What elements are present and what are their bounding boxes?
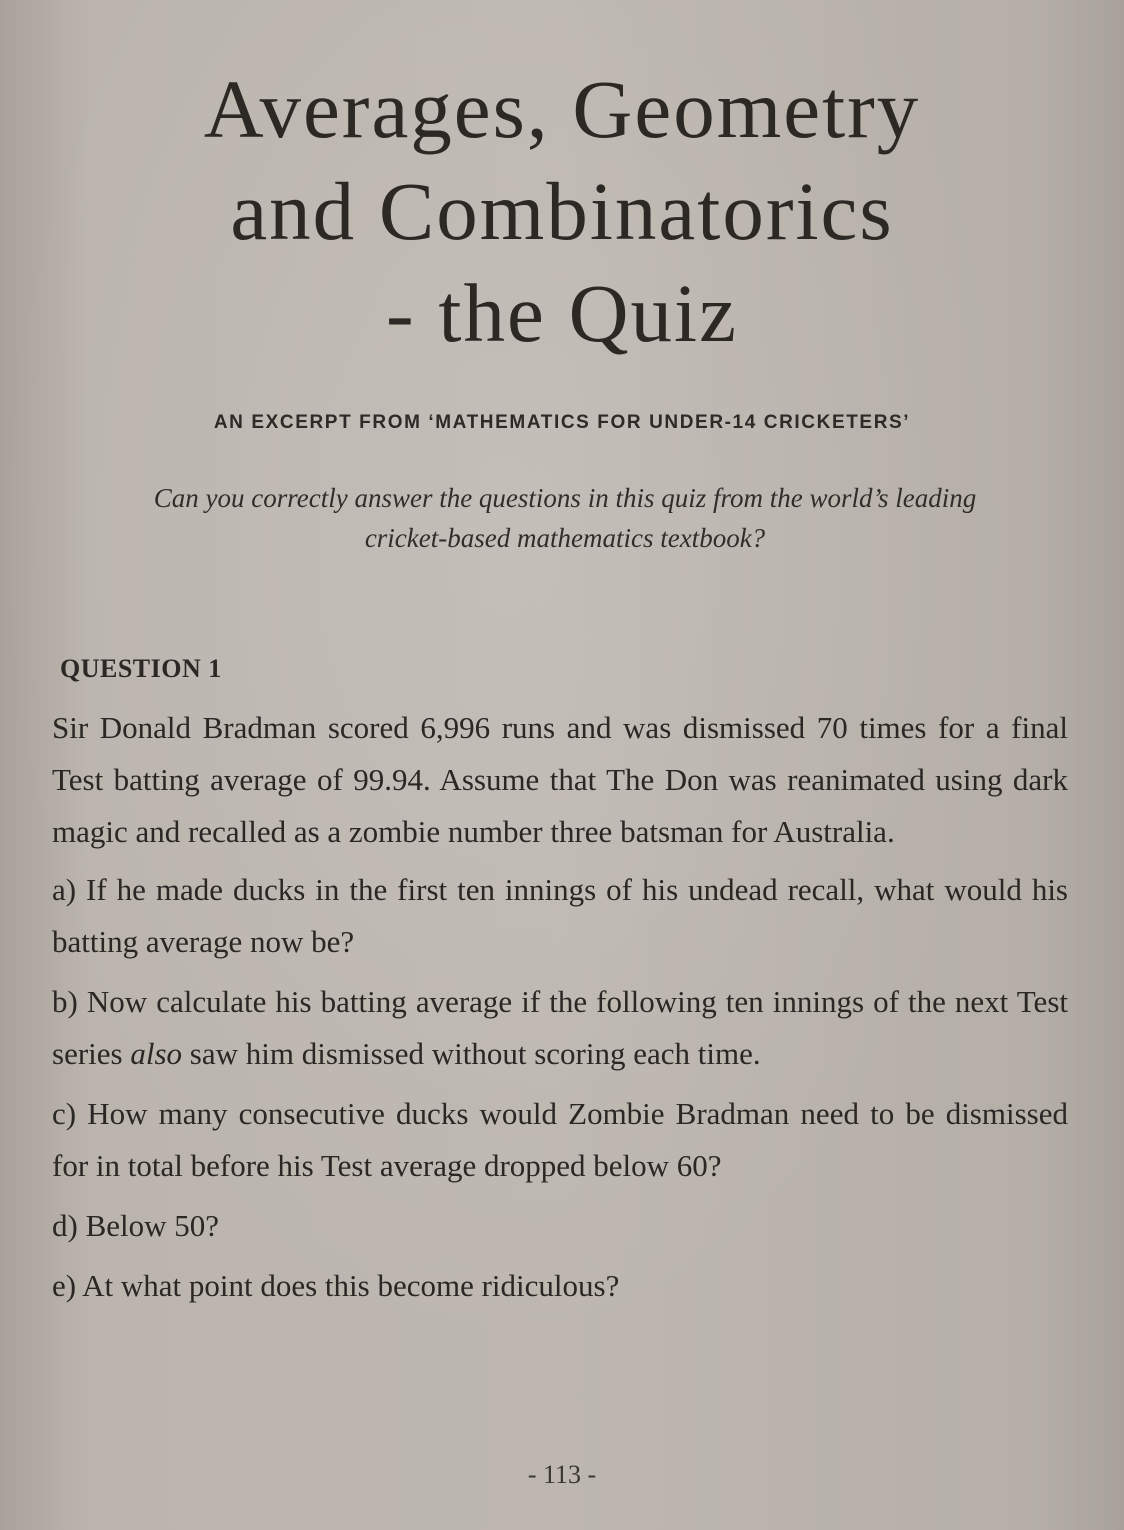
title-line-2: and Combinatorics [230, 165, 894, 257]
question-body [52, 702, 1068, 1320]
question-heading: QUESTION 1 [60, 654, 222, 683]
intro-text: Can you correctly answer the questions in this quiz from the world’s leading cricket-based mathematics textbook? [153, 483, 977, 553]
page-number: - 113 - [527, 1460, 597, 1489]
question-part-a: a) If he made ducks in the first ten innings of his undead recall, what would his batting average now be? [52, 872, 1068, 959]
title-line-1: Averages, Geometry [203, 63, 921, 155]
part-b-text-start: b) Now calculate his batting average if the following ten innings of the next Test series [52, 984, 1068, 1071]
page-title [0, 58, 1124, 364]
part-b-text-end: saw him dismissed without scoring each time. [182, 1036, 761, 1071]
question-part-c: c) How many consecutive ducks would Zombie Bradman need to be dismissed for in total before his Test average dropped below 60? [52, 1096, 1068, 1183]
part-b-italic-word: also [130, 1036, 183, 1071]
question-part-d: d) Below 50? [52, 1208, 220, 1243]
title-line-3: - the Quiz [386, 267, 738, 359]
question-part-b [52, 976, 1068, 1080]
question-part-e: e) At what point does this become ridiculous? [52, 1268, 620, 1303]
question-stem: Sir Donald Bradman scored 6,996 runs and was dismissed 70 times for a final Test batting average of 99.94. Assume that The Don was reanimated using dark magic and recalled as a zombie number three batsman for Australia. [52, 710, 1068, 849]
excerpt-subtitle: AN EXCERPT FROM ‘MATHEMATICS FOR UNDER-14 CRICKETERS’ [213, 412, 911, 433]
